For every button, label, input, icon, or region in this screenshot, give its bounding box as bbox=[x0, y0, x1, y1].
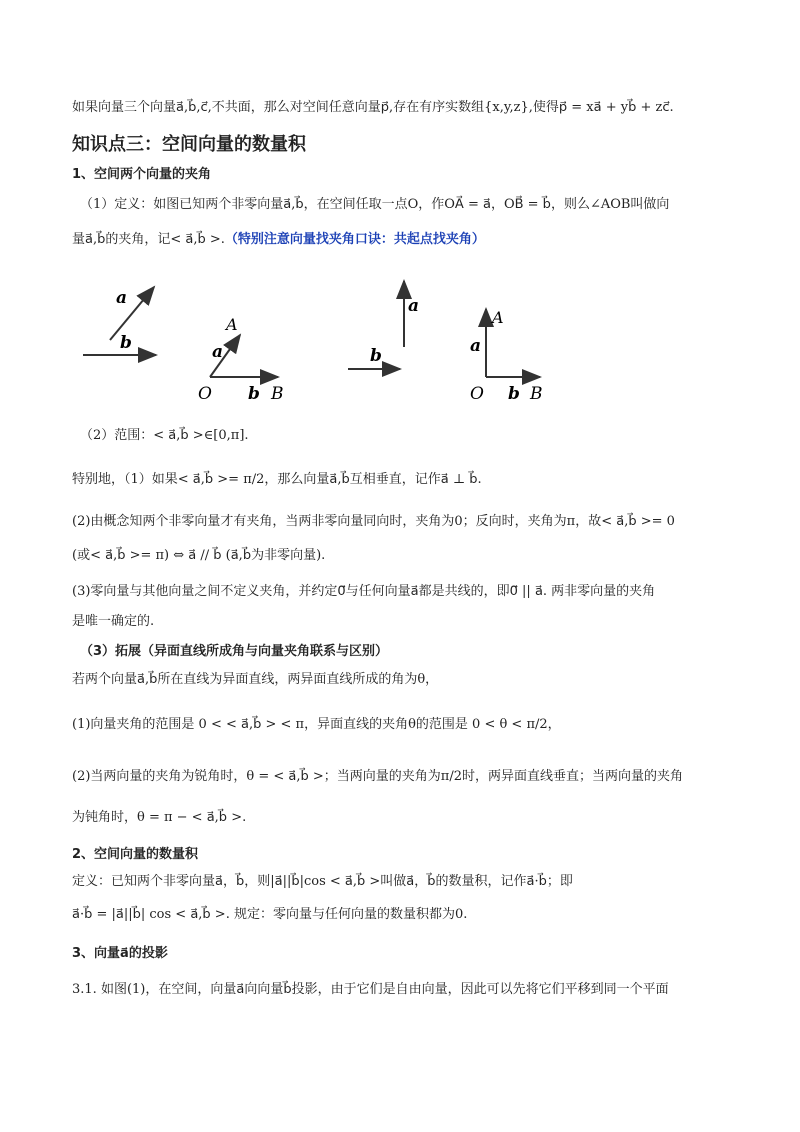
dot-product-line-1: 定义：已知两个非零向量a⃗，b⃗，则|a⃗||b⃗|cos < a⃗,b⃗ >叫做a⃗，b⃗的数量积，记作a⃗·b⃗；即 bbox=[72, 874, 573, 889]
label-A-2: A bbox=[226, 315, 238, 334]
paragraph-2-line-1: (2)由概念知两个非零向量才有夹角，当两非零向量同向时，夹角为0；反向时，夹角为π，故< a⃗,b⃗ >= 0 bbox=[72, 514, 675, 529]
subheading-projection: 3、向量a⃗的投影 bbox=[72, 946, 168, 961]
extension-line-2: (1)向量夹角的范围是 0 < < a⃗,b⃗ > < π，异面直线的夹角θ的范围是 0 < θ < π/2， bbox=[72, 717, 561, 732]
label-a-1: a bbox=[116, 288, 128, 308]
paragraph-2-line-2: (或< a⃗,b⃗ >= π) ⇔ a⃗ // b⃗ (a⃗,b⃗为非零向量). bbox=[72, 548, 326, 563]
paragraph-3-line-2: 是唯一确定的. bbox=[72, 614, 155, 629]
label-B-4: B bbox=[530, 384, 543, 404]
label-b-4: b bbox=[508, 384, 520, 404]
definition-line-1: （1）定义：如图已知两个非零向量a⃗,b⃗，在空间任取一点O，作OA⃗ = a⃗，OB⃗ = b⃗，则么∠AOB叫做向 bbox=[80, 197, 670, 212]
extension-line-1: 若两个向量a⃗,b⃗所在直线为异面直线，两异面直线所成的角为θ， bbox=[72, 672, 439, 687]
label-b-1: b bbox=[120, 333, 132, 353]
label-B-2: B bbox=[271, 384, 284, 404]
definition-line-2 bbox=[72, 230, 485, 250]
section-heading: 知识点三：空间向量的数量积 bbox=[72, 134, 306, 155]
label-a-4: a bbox=[470, 336, 482, 356]
dot-product-line-2: a⃗·b⃗ = |a⃗||b⃗| cos < a⃗,b⃗ >. 规定：零向量与任何向量的数量积都为0. bbox=[72, 907, 468, 922]
range-line: （2）范围：< a⃗,b⃗ >∈[0,π]. bbox=[80, 428, 249, 443]
intro-line: 如果向量三个向量a⃗,b⃗,c⃗,不共面，那么对空间任意向量p⃗,存在有序实数组{x,y,z},使得p⃗ = xa⃗ + yb⃗ + zc⃗. bbox=[72, 100, 674, 115]
extension-line-4: 为钝角时，θ = π − < a⃗,b⃗ >. bbox=[72, 810, 247, 825]
label-a-2: a bbox=[212, 342, 224, 362]
definition-text: 量a⃗,b⃗的夹角，记< a⃗,b⃗ >. bbox=[72, 232, 225, 247]
label-a-3: a bbox=[408, 296, 420, 316]
extension-line-3: (2)当两向量的夹角为锐角时，θ = < a⃗,b⃗ >；当两向量的夹角为π/2时，两异面直线垂直；当两向量的夹角 bbox=[72, 769, 683, 784]
tip-note: （特别注意向量找夹角口诀：共起点找夹角） bbox=[224, 232, 485, 247]
vector-angle-figure bbox=[78, 275, 598, 405]
extension-heading: （3）拓展（异面直线所成角与向量夹角联系与区别） bbox=[80, 644, 389, 659]
subheading-angle: 1、空间两个向量的夹角 bbox=[72, 167, 212, 182]
special-case-line: 特别地，（1）如果< a⃗,b⃗ >= π/2，那么向量a⃗,b⃗互相垂直，记作a⃗ ⊥ b⃗. bbox=[72, 472, 482, 487]
label-b-3: b bbox=[370, 346, 382, 366]
label-O-2: O bbox=[198, 384, 212, 404]
label-O-4: O bbox=[470, 384, 484, 404]
label-b-2: b bbox=[248, 384, 260, 404]
subheading-dot-product: 2、空间向量的数量积 bbox=[72, 847, 199, 862]
label-A-4: A bbox=[492, 308, 504, 327]
paragraph-3-line-1: (3)零向量与其他向量之间不定义夹角，并约定0⃗与任何向量a⃗都是共线的，即0⃗ || a⃗. 两非零向量的夹角 bbox=[72, 584, 656, 599]
projection-line: 3.1. 如图(1)，在空间，向量a⃗向向量b⃗投影，由于它们是自由向量，因此可以先将它们平移到同一个平面 bbox=[72, 982, 669, 997]
